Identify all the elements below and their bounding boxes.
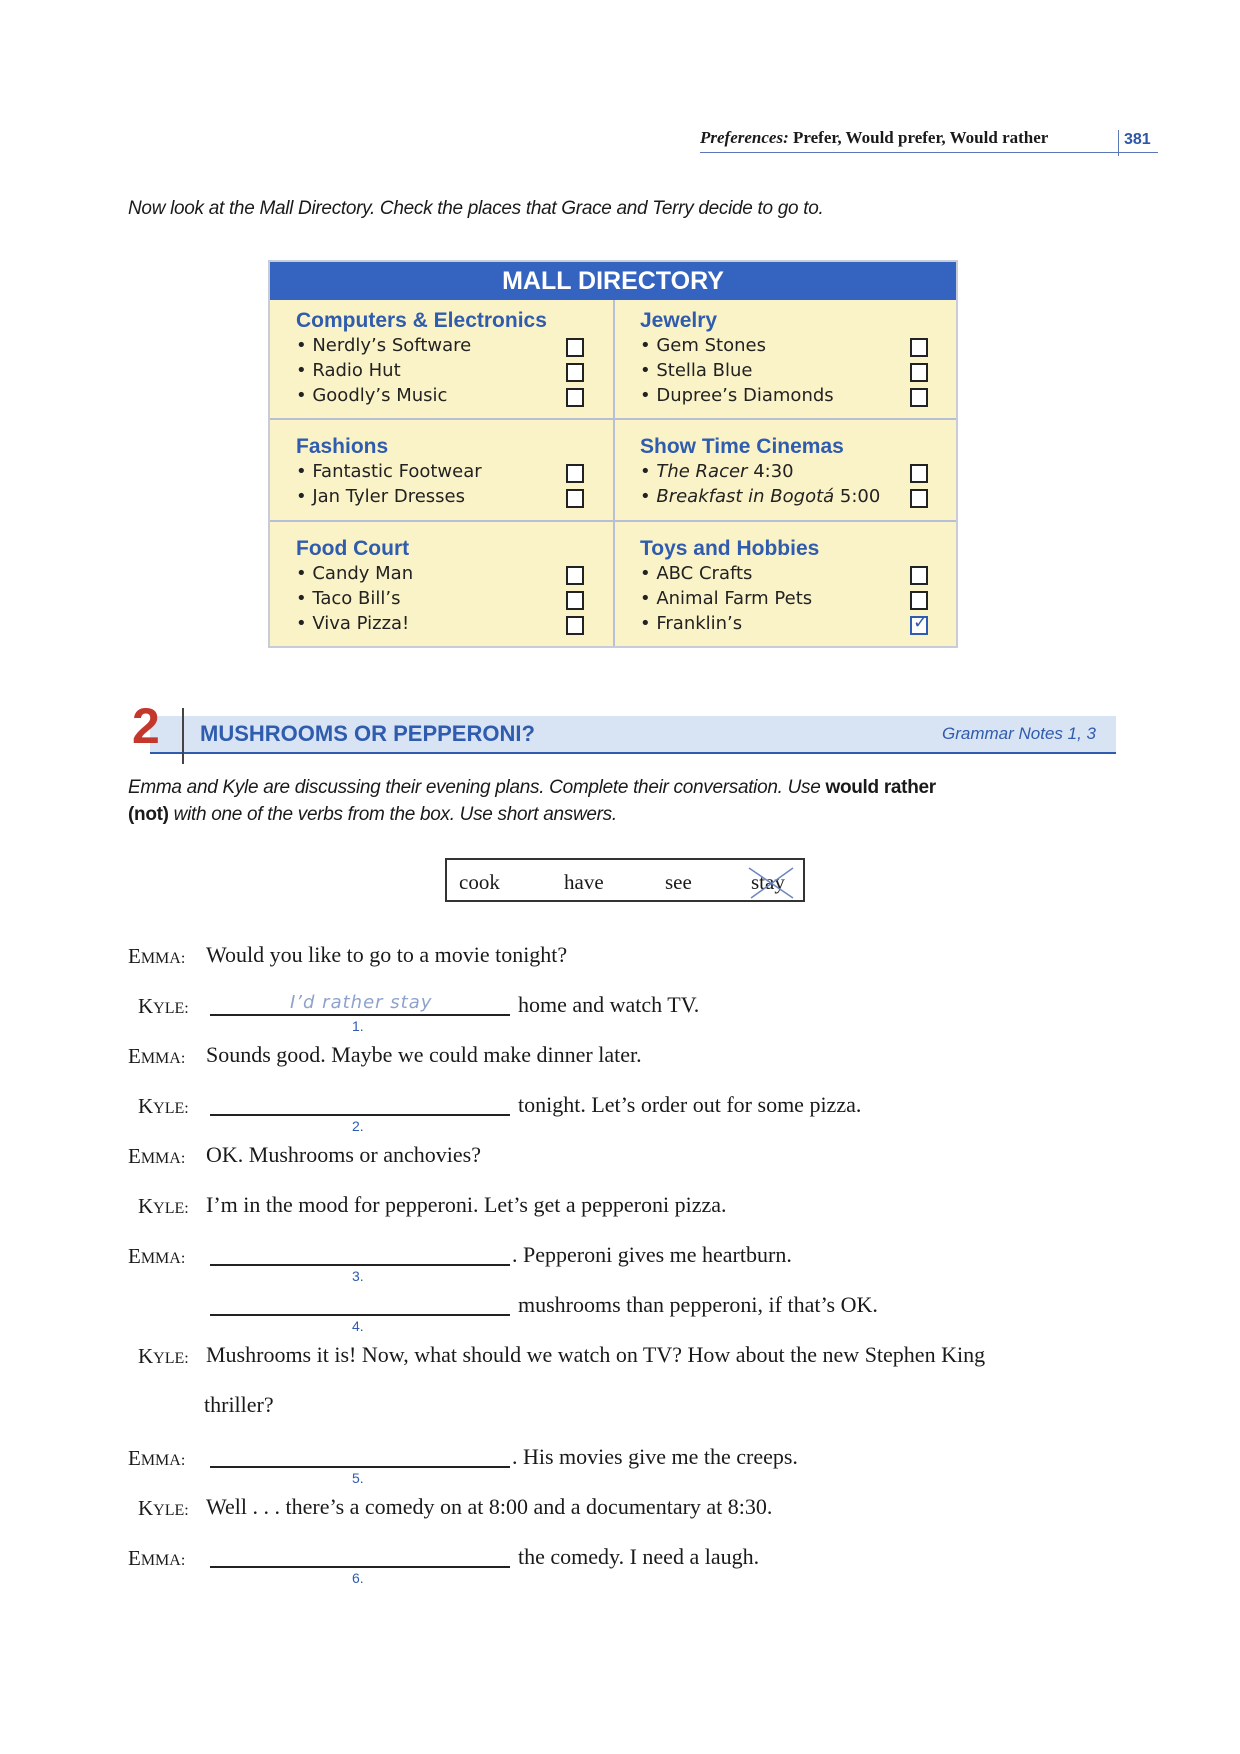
category-title: Food Court <box>296 537 410 560</box>
section-number-divider <box>182 708 184 764</box>
header-rule <box>700 152 1158 153</box>
store-item: • Dupree’s Diamonds <box>640 385 834 406</box>
dialogue-line-9a: Mushrooms it is! Now, what should we watch on TV? How about the new Stephen King <box>206 1342 986 1367</box>
verb-have: have <box>564 870 604 894</box>
store-item: • Fantastic Footwear <box>296 461 482 482</box>
speaker-kyle: KYLE: <box>138 1194 189 1218</box>
dialogue-line-11: Well . . . there’s a comedy on at 8:00 and a documentary at 8:30. <box>206 1494 773 1519</box>
store-item: • Franklin’s <box>640 613 743 634</box>
mall-directory-title: MALL DIRECTORY <box>270 262 956 300</box>
handwritten-answer: I’d rather stay <box>290 992 433 1013</box>
checkbox-radio-hut[interactable] <box>566 363 584 382</box>
speaker-emma: EMMA: <box>128 1144 186 1168</box>
store-item: • ABC Crafts <box>640 563 753 584</box>
dialogue-line-5: OK. Mushrooms or anchovies? <box>206 1142 481 1167</box>
answer-blank-3[interactable] <box>210 1264 510 1266</box>
page-number: 381 <box>1124 131 1151 148</box>
store-item: • Taco Bill’s <box>296 588 401 609</box>
mall-directory <box>268 260 958 648</box>
speaker-kyle: KYLE: <box>138 1496 189 1520</box>
section-number: 2 <box>132 698 160 754</box>
answer-blank-4[interactable] <box>210 1314 510 1316</box>
category-toys-hobbies <box>640 536 940 636</box>
category-title: Toys and Hobbies <box>640 537 820 560</box>
dialogue-line-3: Sounds good. Maybe we could make dinner later. <box>206 1042 642 1067</box>
blank-number: 3. <box>352 1268 364 1284</box>
checkbox-duprees-diamonds[interactable] <box>910 388 928 407</box>
speaker-kyle: KYLE: <box>138 1094 189 1118</box>
checkbox-abc-crafts[interactable] <box>910 566 928 585</box>
movie-time: 5:00 <box>839 486 881 507</box>
category-title: Computers & Electronics <box>296 309 547 332</box>
instruction-bold: would rather (not) <box>128 777 936 825</box>
dialogue-line-8: mushrooms than pepperoni, if that’s OK. <box>518 1292 878 1317</box>
store-item: • Candy Man <box>296 563 414 584</box>
dialogue-line-9b: thriller? <box>204 1392 274 1417</box>
store-item: • Jan Tyler Dresses <box>296 486 465 507</box>
directory-divider-vertical <box>613 300 615 646</box>
instruction-mall: Now look at the Mall Directory. Check the places that Grace and Terry decide to go to. <box>128 198 824 219</box>
checkbox-fantastic-footwear[interactable] <box>566 464 584 483</box>
movie-time: 4:30 <box>753 461 794 482</box>
store-item: • Goodly’s Music <box>296 385 448 406</box>
dialogue-line-10: . His movies give me the creeps. <box>512 1444 798 1469</box>
category-jewelry <box>640 308 940 408</box>
category-show-time-cinemas <box>640 434 940 509</box>
dialogue-line-2: home and watch TV. <box>518 992 700 1017</box>
category-computers-electronics <box>296 308 596 408</box>
speaker-kyle: KYLE: <box>138 1344 189 1368</box>
instruction-text: Emma and Kyle are discussing their evening plans. Complete their conversation. Use <box>128 777 826 798</box>
checkbox-stella-blue[interactable] <box>910 363 928 382</box>
answer-blank-2[interactable] <box>210 1114 510 1116</box>
section-title: MUSHROOMS OR PEPPERONI? <box>200 721 535 746</box>
movie-title: The Racer <box>656 461 748 482</box>
blank-number: 5. <box>352 1470 364 1486</box>
dialogue-line-6: I’m in the mood for pepperoni. Let’s get a pepperoni pizza. <box>206 1192 727 1217</box>
verb-stay: stay <box>751 870 785 894</box>
store-item: • Gem Stones <box>640 335 766 356</box>
checkbox-jan-tyler-dresses[interactable] <box>566 489 584 508</box>
blank-number: 4. <box>352 1318 364 1334</box>
speaker-kyle: KYLE: <box>138 994 189 1018</box>
header-title-italic: Preferences: <box>700 128 789 147</box>
instruction-text: with one of the verbs from the box. Use short answers. <box>168 804 617 825</box>
movie-item: • The Racer 4:30 <box>640 461 794 482</box>
store-item: • Animal Farm Pets <box>640 588 813 609</box>
movie-item: • Breakfast in Bogotá 5:00 <box>640 486 881 507</box>
checkbox-taco-bills[interactable] <box>566 591 584 610</box>
checkbox-goodlys-music[interactable] <box>566 388 584 407</box>
category-title: Jewelry <box>640 309 718 332</box>
header-title-rest: Prefer, Would prefer, Would rather <box>788 128 1049 147</box>
checkbox-candy-man[interactable] <box>566 566 584 585</box>
category-title: Show Time Cinemas <box>640 435 844 458</box>
speaker-emma: EMMA: <box>128 1044 186 1068</box>
checkmark-icon: ✓ <box>913 612 929 633</box>
instruction-conversation <box>128 774 968 828</box>
running-header-title <box>700 128 1048 148</box>
speaker-emma: EMMA: <box>128 1546 186 1570</box>
dialogue-line-1: Would you like to go to a movie tonight? <box>206 942 568 967</box>
checkbox-the-racer[interactable] <box>910 464 928 483</box>
checkbox-nerdlys-software[interactable] <box>566 338 584 357</box>
store-item: • Viva Pizza! <box>296 613 410 634</box>
blank-number: 2. <box>352 1118 364 1134</box>
crossed-out-mark <box>747 866 795 900</box>
verb-box <box>445 858 805 902</box>
answer-blank-1[interactable] <box>210 1014 510 1016</box>
checkbox-franklins[interactable] <box>910 612 929 635</box>
header-divider <box>1118 130 1119 156</box>
category-fashions <box>296 434 596 509</box>
store-item: • Radio Hut <box>296 360 401 381</box>
speaker-emma: EMMA: <box>128 944 186 968</box>
answer-blank-5[interactable] <box>210 1466 510 1468</box>
movie-title: Breakfast in Bogotá <box>656 486 835 507</box>
store-item: • Nerdly’s Software <box>296 335 472 356</box>
directory-divider-horizontal <box>270 520 956 522</box>
store-item: • Stella Blue <box>640 360 753 381</box>
dialogue-line-7: . Pepperoni gives me heartburn. <box>512 1242 792 1267</box>
category-title: Fashions <box>296 435 389 458</box>
verb-see: see <box>665 870 692 894</box>
checkbox-viva-pizza[interactable] <box>566 616 584 635</box>
dialogue-line-4: tonight. Let’s order out for some pizza. <box>518 1092 862 1117</box>
verb-cook: cook <box>459 870 500 894</box>
checkbox-gem-stones[interactable] <box>910 338 928 357</box>
blank-number: 6. <box>352 1570 364 1586</box>
blank-number: 1. <box>352 1018 364 1034</box>
dialogue-line-12: the comedy. I need a laugh. <box>518 1544 760 1569</box>
category-food-court <box>296 536 596 636</box>
speaker-emma: EMMA: <box>128 1244 186 1268</box>
section-header-rule <box>150 752 1116 754</box>
directory-divider-horizontal <box>270 418 956 420</box>
answer-blank-6[interactable] <box>210 1566 510 1568</box>
speaker-emma: EMMA: <box>128 1446 186 1470</box>
checkbox-breakfast-in-bogota[interactable] <box>910 489 928 508</box>
grammar-notes-ref: Grammar Notes 1, 3 <box>942 724 1096 743</box>
checkbox-animal-farm-pets[interactable] <box>910 591 928 610</box>
